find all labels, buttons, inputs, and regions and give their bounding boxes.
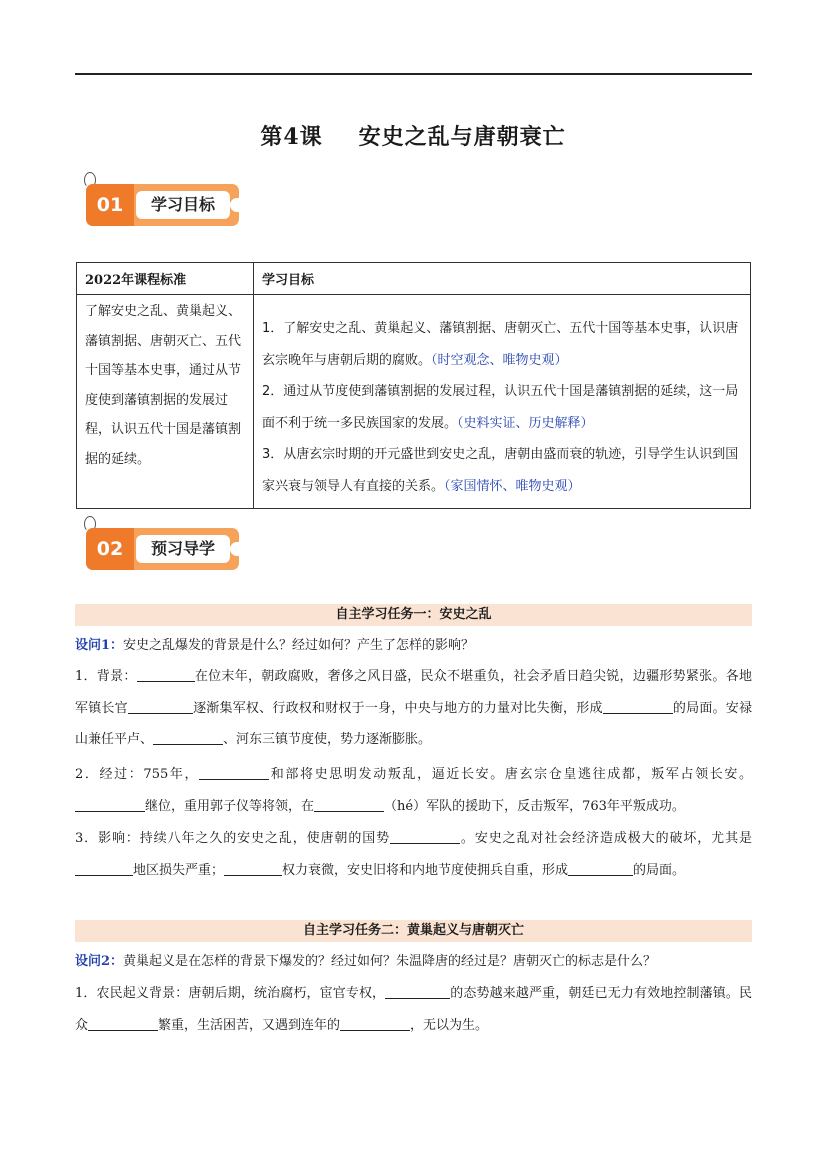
question-label: 设问2：: [75, 954, 124, 969]
page-title: [0, 120, 826, 151]
goal-item: [262, 439, 740, 502]
para-text: 3．影响：持续八年之久的安史之乱，使唐朝的国势: [75, 831, 391, 846]
task1-background: [75, 661, 752, 756]
table-header-standard: 2022年课程标准: [77, 263, 254, 295]
task2-background: [75, 978, 752, 1041]
section-label: 预习导学: [136, 535, 230, 563]
para-text: 继位，重用郭子仪等将领，在: [145, 798, 315, 814]
standards-table: [76, 262, 751, 509]
question-label: 设问1：: [75, 638, 124, 653]
fill-blank[interactable]: [88, 1016, 158, 1031]
task1-course: [75, 759, 752, 822]
fill-blank[interactable]: [603, 699, 673, 714]
para-text: 、河东三镇节度使，势力逐渐膨胀。: [223, 732, 432, 748]
fill-blank[interactable]: [340, 1016, 410, 1031]
section-header-preview: [80, 516, 245, 576]
top-rule: [75, 73, 752, 75]
fill-blank[interactable]: [224, 861, 282, 876]
section-number: 01: [86, 184, 134, 226]
tag-notch: [230, 198, 239, 212]
goal-item: [262, 376, 740, 439]
curriculum-standard-cell: 了解安史之乱、黄巢起义、藩镇割据、唐朝灭亡、五代十国等基本史事，通过从节度使到藩镇割据的发展过程，认识五代十国是藩镇割据的延续。: [77, 295, 254, 509]
fill-blank[interactable]: [153, 730, 223, 745]
fill-blank[interactable]: [137, 667, 195, 682]
question-text: 安史之乱爆发的背景是什么？经过如何？产生了怎样的影响？: [123, 638, 475, 653]
goal-tag: （史料实证、历史解释）: [457, 415, 594, 431]
goal-text: 3．从唐玄宗时期的开元盛世到安史之乱，唐朝由盛而衰的轨迹，引导学生认识到国家兴衰与领导人有直接的关系。: [262, 447, 739, 494]
para-text: ，无以为生。: [410, 1017, 489, 1033]
para-text: 。安史之乱对社会经济造成极大的破坏，尤其是: [460, 831, 752, 846]
learning-goals-cell: [254, 295, 751, 509]
fill-blank[interactable]: [314, 797, 384, 812]
table-header-goals: 学习目标: [254, 263, 751, 295]
question-1: [75, 635, 752, 657]
section-label: 学习目标: [136, 191, 230, 219]
fill-blank[interactable]: [128, 699, 193, 714]
lesson-number: 第4课: [260, 124, 323, 150]
para-text: 2．经过：755年，: [75, 767, 200, 782]
goal-text: 2．通过从节度使到藩镇割据的发展过程，认识五代十国是藩镇割据的延续，这一局面不利于统一多民族国家的发展。: [262, 384, 739, 431]
para-text: 和部将史思明发动叛乱，逼近长安。唐玄宗仓皇逃往成都，叛军占领长安。: [269, 767, 752, 782]
goal-tag: （时空观念、唯物史观）: [431, 352, 568, 368]
question-2: [75, 951, 752, 973]
para-text: 1．农民起义背景：唐朝后期，统治腐朽，宦官专权，: [75, 986, 386, 1001]
table-row: [77, 295, 751, 509]
para-text: 的局面。安禄山兼任平卢、: [75, 700, 752, 748]
section-number: 02: [86, 528, 134, 570]
fill-blank[interactable]: [199, 765, 269, 780]
para-text: 繁重，生活困苦，又遇到连年的: [158, 1017, 341, 1033]
goal-item: [262, 313, 740, 376]
para-text: 在位末年，朝政腐败，奢侈之风日盛，民众不堪重负，社会矛盾日趋尖锐，边疆形势紧张。各地军镇长官: [75, 669, 752, 716]
fill-blank[interactable]: [75, 797, 145, 812]
task1-impact: [75, 823, 752, 886]
tag-notch: [230, 542, 239, 556]
para-text: 1．背景：: [75, 669, 137, 684]
fill-blank[interactable]: [75, 861, 133, 876]
lesson-title: 安史之乱与唐朝衰亡: [358, 124, 566, 150]
task2-title: 自主学习任务二：黄巢起义与唐朝灭亡: [75, 920, 752, 942]
fill-blank[interactable]: [390, 829, 460, 844]
fill-blank[interactable]: [568, 861, 633, 876]
goal-text: 1．了解安史之乱、黄巢起义、藩镇割据、唐朝灭亡、五代十国等基本史事，认识唐玄宗晚年与唐朝后期的腐败。: [262, 321, 739, 368]
para-text: 权力衰微，安史旧将和内地节度使拥兵自重，形成: [282, 862, 569, 878]
question-text: 黄巢起义是在怎样的背景下爆发的？经过如何？朱温降唐的经过是？唐朝灭亡的标志是什么？: [123, 954, 657, 969]
goal-tag: （家国情怀、唯物史观）: [444, 478, 581, 494]
section-header-learning-goals: [80, 172, 245, 232]
para-text: 的态势越来越严重，朝廷已无力有效地控制藩镇。民众: [75, 986, 752, 1033]
task1-title: 自主学习任务一：安史之乱: [75, 604, 752, 626]
para-text: 地区损失严重；: [133, 862, 225, 878]
table-header-row: [77, 263, 751, 295]
para-text: 的局面。: [633, 862, 686, 878]
fill-blank[interactable]: [385, 984, 450, 999]
para-text: （hé）军队的援助下，反击叛军，763年平叛成功。: [384, 798, 685, 814]
para-text: 逐渐集军权、行政权和财权于一身，中央与地方的力量对比失衡，形成: [192, 700, 603, 716]
